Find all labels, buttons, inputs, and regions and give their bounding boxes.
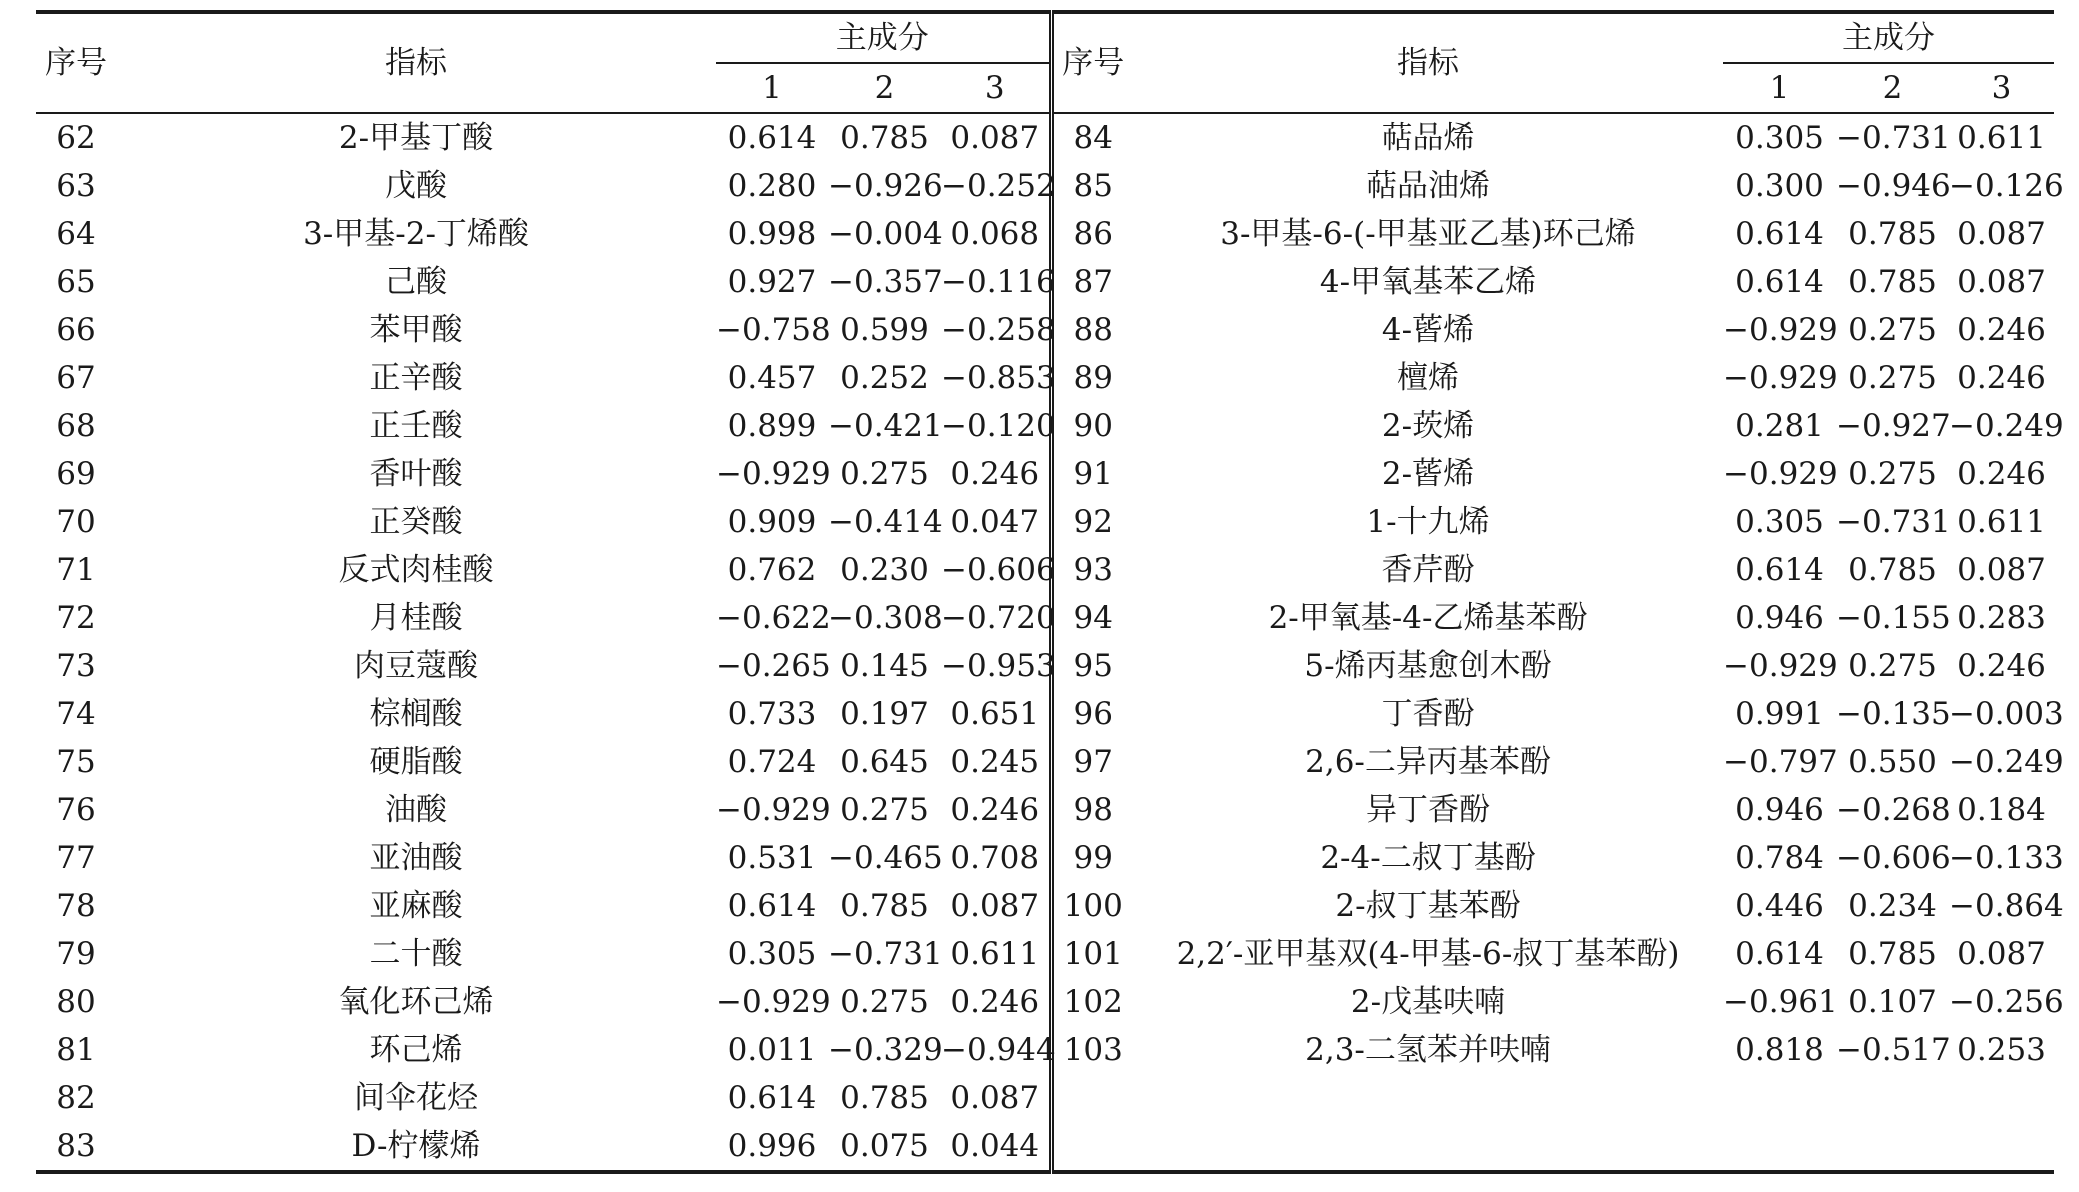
right-pc3-cell: −0.133 xyxy=(1949,840,2064,876)
right-seq-cell: 93 xyxy=(1073,552,1113,588)
left-pc2-cell: 0.075 xyxy=(828,1122,941,1172)
right-seq-cell: 90 xyxy=(1073,408,1113,444)
left-pc3-cell: 0.611 xyxy=(941,930,1051,978)
right-seq-cell: 91 xyxy=(1073,456,1113,492)
left-seq-cell: 67 xyxy=(56,360,96,396)
right-pc2-cell: −0.135 xyxy=(1836,696,1951,732)
left-pc1-cell: 0.909 xyxy=(727,504,817,540)
right-pc3-cell: 0.087 xyxy=(1957,552,2046,588)
table-row xyxy=(36,594,2054,642)
left-pc2-cell: −0.926 xyxy=(828,168,943,204)
left-pc1-cell: 0.762 xyxy=(727,552,817,588)
left-seq-cell: 76 xyxy=(56,792,96,828)
right-seq-cell: 99 xyxy=(1073,840,1113,876)
left-pc3-cell: −0.944 xyxy=(941,1026,1051,1074)
table-row xyxy=(36,306,2054,354)
left-pc3-cell: −0.606 xyxy=(941,546,1051,594)
right-seq-cell: 100 xyxy=(1063,888,1123,924)
left-seq-cell: 68 xyxy=(56,408,96,444)
right-pc1-cell: 0.305 xyxy=(1735,120,1824,156)
left-pc3-cell: 0.246 xyxy=(941,978,1051,1026)
table-row xyxy=(36,690,2054,738)
table-row xyxy=(36,1122,2054,1172)
left-pc3-cell: 0.087 xyxy=(941,1074,1051,1122)
right-name-cell: 檀烯 xyxy=(1397,360,1460,396)
left-pc2-cell: 0.599 xyxy=(840,312,929,348)
right-pc2-cell: 0.234 xyxy=(1848,888,1937,924)
left-name-cell: 香叶酸 xyxy=(369,456,463,492)
left-pc1-cell: 0.899 xyxy=(727,408,817,444)
header-c3-left: 3 xyxy=(941,63,1051,113)
right-pc2-cell: −0.731 xyxy=(1836,120,1951,156)
left-pc1-cell: −0.758 xyxy=(716,312,831,348)
right-pc3-cell: 0.246 xyxy=(1957,360,2046,396)
right-seq-cell: 87 xyxy=(1073,264,1113,300)
left-pc1-cell: 0.614 xyxy=(727,888,817,924)
right-seq-cell: 94 xyxy=(1073,600,1113,636)
left-pc3-cell: −0.116 xyxy=(941,258,1051,306)
right-pc1-cell: 0.614 xyxy=(1735,216,1824,252)
left-name-cell: 亚油酸 xyxy=(369,840,463,876)
left-pc1-cell: 0.724 xyxy=(727,744,817,780)
table-row xyxy=(36,930,2054,978)
right-name-cell: 2-4-二叔丁基酚 xyxy=(1320,840,1536,876)
left-pc3-cell: 0.246 xyxy=(941,450,1051,498)
right-pc3-cell: 0.253 xyxy=(1957,1032,2046,1068)
right-name-cell: 2-莰烯 xyxy=(1381,408,1475,444)
left-name-cell: 月桂酸 xyxy=(369,600,463,636)
left-seq-cell: 81 xyxy=(56,1032,96,1068)
header-c2-left: 2 xyxy=(828,63,941,113)
right-seq-cell: 96 xyxy=(1073,696,1113,732)
left-pc1-cell: 0.998 xyxy=(727,216,817,252)
table-row xyxy=(36,498,2054,546)
right-pc1-cell: −0.929 xyxy=(1723,456,1838,492)
principal-component-table xyxy=(36,10,2064,1174)
right-pc1-cell: 0.446 xyxy=(1735,888,1824,924)
left-pc1-cell: 0.457 xyxy=(727,360,817,396)
right-pc2-cell: 0.107 xyxy=(1848,984,1937,1020)
right-seq-cell: 92 xyxy=(1073,504,1113,540)
left-seq-cell: 75 xyxy=(56,744,96,780)
right-name-cell: 2-甲氧基-4-乙烯基苯酚 xyxy=(1268,600,1588,636)
header-component-left: 主成分 xyxy=(716,12,1051,63)
right-seq-cell: 101 xyxy=(1063,936,1123,972)
right-pc2-cell: 0.785 xyxy=(1848,216,1937,252)
left-seq-cell: 77 xyxy=(56,840,96,876)
right-seq-cell: 86 xyxy=(1073,216,1113,252)
table-body xyxy=(36,12,2064,1172)
left-pc1-cell: 0.733 xyxy=(727,696,817,732)
left-pc1-cell: −0.265 xyxy=(716,648,831,684)
left-name-cell: 棕榈酸 xyxy=(369,696,463,732)
left-name-cell: 二十酸 xyxy=(369,936,463,972)
left-name-cell: 2-甲基丁酸 xyxy=(338,120,494,156)
header-c2-right: 2 xyxy=(1836,63,1949,113)
header-c1-left: 1 xyxy=(716,63,828,113)
right-pc2-cell: −0.155 xyxy=(1836,600,1951,636)
right-pc1-cell: −0.929 xyxy=(1723,648,1838,684)
right-pc1-cell: 0.946 xyxy=(1735,600,1824,636)
left-pc3-cell: −0.120 xyxy=(941,402,1051,450)
left-pc3-cell: 0.708 xyxy=(941,834,1051,882)
right-name-cell: 萜品烯 xyxy=(1381,120,1475,156)
left-pc2-cell: 0.197 xyxy=(840,696,929,732)
left-seq-cell: 73 xyxy=(56,648,96,684)
left-seq-cell: 64 xyxy=(56,216,96,252)
left-pc1-cell: 0.305 xyxy=(727,936,817,972)
right-seq-cell: 89 xyxy=(1073,360,1113,396)
table-row xyxy=(36,834,2054,882)
left-pc2-cell: 0.785 xyxy=(840,120,929,156)
left-pc1-cell: 0.280 xyxy=(727,168,817,204)
left-name-cell: 正辛酸 xyxy=(369,360,463,396)
right-pc1-cell: 0.818 xyxy=(1735,1032,1824,1068)
right-pc1-cell: −0.961 xyxy=(1723,984,1838,1020)
table-row xyxy=(36,978,2054,1026)
right-pc3-cell: 0.611 xyxy=(1957,504,2046,540)
right-seq-cell: 88 xyxy=(1073,312,1113,348)
header-indicator-left: 指标 xyxy=(116,12,716,113)
right-name-cell: 2,3-二氢苯并呋喃 xyxy=(1305,1032,1551,1068)
table-row xyxy=(36,354,2054,402)
left-pc2-cell: −0.465 xyxy=(828,840,943,876)
header-row-1 xyxy=(36,12,2054,63)
left-pc2-cell: −0.421 xyxy=(828,408,943,444)
left-pc2-cell: −0.004 xyxy=(828,216,943,252)
left-pc3-cell: −0.853 xyxy=(941,354,1051,402)
right-pc3-cell: 0.087 xyxy=(1957,216,2046,252)
table-row xyxy=(36,738,2054,786)
right-pc3-cell: −0.249 xyxy=(1949,744,2064,780)
left-pc3-cell: 0.044 xyxy=(941,1122,1051,1172)
right-pc1-cell: 0.305 xyxy=(1735,504,1824,540)
left-name-cell: 硬脂酸 xyxy=(369,744,463,780)
right-seq-cell: 84 xyxy=(1073,120,1113,156)
left-name-cell: 油酸 xyxy=(385,792,447,828)
left-seq-cell: 83 xyxy=(36,1122,116,1172)
header-c3-right: 3 xyxy=(1949,63,2054,113)
left-seq-cell: 66 xyxy=(56,312,96,348)
left-pc3-cell: 0.651 xyxy=(941,690,1051,738)
table-row xyxy=(36,450,2054,498)
right-pc1-cell: −0.929 xyxy=(1723,312,1838,348)
right-name-cell: 2,6-二异丙基苯酚 xyxy=(1305,744,1551,780)
right-name-cell: 2-戊基呋喃 xyxy=(1350,984,1506,1020)
right-pc2-cell: −0.946 xyxy=(1836,168,1951,204)
right-pc2-cell: −0.927 xyxy=(1836,408,1951,444)
left-pc2-cell: −0.357 xyxy=(828,264,943,300)
right-pc3-cell: −0.003 xyxy=(1949,696,2064,732)
left-pc2-cell: −0.329 xyxy=(828,1032,943,1068)
left-name-cell: D-柠檬烯 xyxy=(116,1122,716,1172)
left-pc2-cell: −0.308 xyxy=(828,600,943,636)
left-name-cell: 环己烯 xyxy=(369,1032,463,1068)
right-seq-cell: 85 xyxy=(1073,168,1113,204)
right-pc2-cell xyxy=(1836,1122,1949,1172)
left-pc1-cell: 0.011 xyxy=(727,1032,817,1068)
table-row xyxy=(36,882,2054,930)
left-pc2-cell: −0.414 xyxy=(828,504,943,540)
right-name-cell: 异丁香酚 xyxy=(1366,792,1491,828)
right-pc3-cell xyxy=(1949,1074,2054,1122)
left-name-cell: 氧化环己烯 xyxy=(338,984,494,1020)
table-row xyxy=(36,210,2054,258)
left-pc1-cell: 0.531 xyxy=(727,840,817,876)
left-seq-cell: 69 xyxy=(56,456,96,492)
right-name-cell: 2-蒈烯 xyxy=(1381,456,1475,492)
left-name-cell: 肉豆蔻酸 xyxy=(354,648,478,684)
right-pc2-cell: 0.785 xyxy=(1848,264,1937,300)
right-pc1-cell: 0.991 xyxy=(1735,696,1824,732)
left-pc2-cell: 0.275 xyxy=(840,984,929,1020)
header-seq-right: 序号 xyxy=(1051,12,1133,113)
header-seq-left: 序号 xyxy=(36,12,116,113)
right-pc1-cell xyxy=(1723,1122,1836,1172)
right-pc1-cell: 0.946 xyxy=(1735,792,1824,828)
left-name-cell: 间伞花烃 xyxy=(354,1080,478,1116)
pca-table-container xyxy=(36,10,2064,1174)
right-name-cell: 香芹酚 xyxy=(1381,552,1475,588)
right-name-cell: 1-十九烯 xyxy=(1366,504,1490,540)
left-seq-cell: 71 xyxy=(56,552,96,588)
left-name-cell: 正壬酸 xyxy=(369,408,463,444)
right-pc1-cell: 0.784 xyxy=(1735,840,1824,876)
left-pc3-cell: 0.047 xyxy=(941,498,1051,546)
right-pc2-cell: 0.785 xyxy=(1848,552,1937,588)
table-row xyxy=(36,546,2054,594)
right-pc1-cell: −0.929 xyxy=(1723,360,1838,396)
left-pc3-cell: −0.258 xyxy=(941,306,1051,354)
left-pc2-cell: 0.275 xyxy=(840,456,929,492)
right-name-cell: 5-烯丙基愈创木酚 xyxy=(1304,648,1552,684)
table-row xyxy=(36,642,2054,690)
right-pc2-cell: 0.275 xyxy=(1848,456,1937,492)
left-pc1-cell: −0.929 xyxy=(716,792,831,828)
right-name-cell xyxy=(1133,1074,1723,1122)
right-pc3-cell: −0.864 xyxy=(1949,888,2064,924)
right-pc3-cell: −0.126 xyxy=(1949,168,2064,204)
right-pc1-cell: 0.281 xyxy=(1735,408,1824,444)
left-name-cell: 亚麻酸 xyxy=(369,888,463,924)
right-pc3-cell: 0.246 xyxy=(1957,648,2046,684)
left-seq-cell: 80 xyxy=(56,984,96,1020)
right-pc3-cell: 0.283 xyxy=(1957,600,2046,636)
right-pc3-cell: 0.611 xyxy=(1957,120,2046,156)
right-pc2-cell: 0.550 xyxy=(1848,744,1937,780)
right-pc2-cell xyxy=(1836,1074,1949,1122)
right-name-cell: 4-蒈烯 xyxy=(1381,312,1475,348)
left-pc1-cell: 0.927 xyxy=(727,264,817,300)
left-pc3-cell: 0.246 xyxy=(941,786,1051,834)
right-name-cell: 丁香酚 xyxy=(1381,696,1475,732)
right-pc1-cell: 0.614 xyxy=(1735,264,1824,300)
left-name-cell: 己酸 xyxy=(385,264,447,300)
right-pc3-cell: 0.246 xyxy=(1957,456,2046,492)
left-seq-cell: 79 xyxy=(56,936,96,972)
table-row xyxy=(36,162,2054,210)
right-pc2-cell: −0.606 xyxy=(1836,840,1951,876)
left-pc3-cell: −0.720 xyxy=(941,594,1051,642)
left-name-cell: 反式肉桂酸 xyxy=(338,552,494,588)
left-name-cell: 正癸酸 xyxy=(369,504,463,540)
right-pc3-cell: 0.184 xyxy=(1957,792,2046,828)
right-pc2-cell: −0.517 xyxy=(1836,1032,1951,1068)
table-row xyxy=(36,258,2054,306)
header-component-right: 主成分 xyxy=(1723,12,2054,63)
left-pc1-cell: 0.996 xyxy=(716,1122,828,1172)
right-seq-cell: 95 xyxy=(1073,648,1113,684)
left-pc2-cell: 0.785 xyxy=(840,1080,929,1116)
table-row xyxy=(36,402,2054,450)
table-row xyxy=(36,113,2054,162)
right-seq-cell xyxy=(1051,1074,1133,1122)
right-name-cell: 萜品油烯 xyxy=(1366,168,1491,204)
table-row xyxy=(36,786,2054,834)
left-pc3-cell: −0.252 xyxy=(941,162,1051,210)
right-pc3-cell: 0.087 xyxy=(1957,264,2046,300)
left-seq-cell: 74 xyxy=(56,696,96,732)
right-name-cell xyxy=(1133,1122,1723,1172)
left-pc2-cell: −0.731 xyxy=(828,936,943,972)
right-seq-cell: 103 xyxy=(1063,1032,1123,1068)
right-name-cell: 2-叔丁基苯酚 xyxy=(1335,888,1521,924)
right-pc3-cell: −0.249 xyxy=(1949,408,2064,444)
left-seq-cell: 65 xyxy=(56,264,96,300)
right-pc2-cell: 0.275 xyxy=(1848,648,1937,684)
header-c1-right: 1 xyxy=(1723,63,1836,113)
left-pc1-cell: −0.622 xyxy=(716,600,831,636)
left-name-cell: 3-甲基-2-丁烯酸 xyxy=(303,216,529,252)
right-pc3-cell: 0.087 xyxy=(1957,936,2046,972)
left-pc2-cell: 0.275 xyxy=(840,792,929,828)
left-seq-cell: 62 xyxy=(56,120,96,156)
right-pc1-cell: 0.300 xyxy=(1735,168,1824,204)
right-seq-cell: 97 xyxy=(1073,744,1113,780)
left-seq-cell: 70 xyxy=(56,504,96,540)
right-name-cell: 4-甲氧基苯乙烯 xyxy=(1319,264,1537,300)
right-pc2-cell: −0.731 xyxy=(1836,504,1951,540)
right-pc1-cell xyxy=(1723,1074,1836,1122)
right-pc1-cell: −0.797 xyxy=(1723,744,1838,780)
left-seq-cell: 78 xyxy=(56,888,96,924)
header-indicator-right: 指标 xyxy=(1133,12,1723,113)
table-row xyxy=(36,1026,2054,1074)
right-seq-cell: 102 xyxy=(1063,984,1123,1020)
right-pc2-cell: 0.785 xyxy=(1848,936,1937,972)
left-pc1-cell: 0.614 xyxy=(727,1080,817,1116)
right-pc3-cell: 0.246 xyxy=(1957,312,2046,348)
left-pc3-cell: 0.068 xyxy=(941,210,1051,258)
right-name-cell: 3-甲基-6-(-甲基亚乙基)环己烯 xyxy=(1220,216,1636,252)
left-seq-cell: 63 xyxy=(56,168,96,204)
right-seq-cell: 98 xyxy=(1073,792,1113,828)
right-pc2-cell: 0.275 xyxy=(1848,312,1937,348)
right-seq-cell xyxy=(1051,1122,1133,1172)
left-pc1-cell: 0.614 xyxy=(727,120,817,156)
left-pc3-cell: 0.087 xyxy=(941,113,1051,162)
right-pc2-cell: 0.275 xyxy=(1848,360,1937,396)
right-pc1-cell: 0.614 xyxy=(1735,936,1824,972)
left-pc2-cell: 0.145 xyxy=(840,648,929,684)
right-pc3-cell: −0.256 xyxy=(1949,984,2064,1020)
left-pc3-cell: −0.953 xyxy=(941,642,1051,690)
left-pc3-cell: 0.245 xyxy=(941,738,1051,786)
right-pc2-cell: −0.268 xyxy=(1836,792,1951,828)
left-name-cell: 戊酸 xyxy=(385,168,447,204)
table-row xyxy=(36,1074,2054,1122)
left-pc1-cell: −0.929 xyxy=(716,456,831,492)
left-pc2-cell: 0.252 xyxy=(840,360,929,396)
left-seq-cell: 72 xyxy=(56,600,96,636)
right-name-cell: 2,2′-亚甲基双(4-甲基-6-叔丁基苯酚) xyxy=(1176,936,1680,972)
left-name-cell: 苯甲酸 xyxy=(369,312,463,348)
left-seq-cell: 82 xyxy=(56,1080,96,1116)
left-pc1-cell: −0.929 xyxy=(716,984,831,1020)
left-pc2-cell: 0.645 xyxy=(840,744,929,780)
left-pc2-cell: 0.785 xyxy=(840,888,929,924)
left-pc2-cell: 0.230 xyxy=(840,552,929,588)
left-pc3-cell: 0.087 xyxy=(941,882,1051,930)
right-pc1-cell: 0.614 xyxy=(1735,552,1824,588)
right-pc3-cell xyxy=(1949,1122,2054,1172)
